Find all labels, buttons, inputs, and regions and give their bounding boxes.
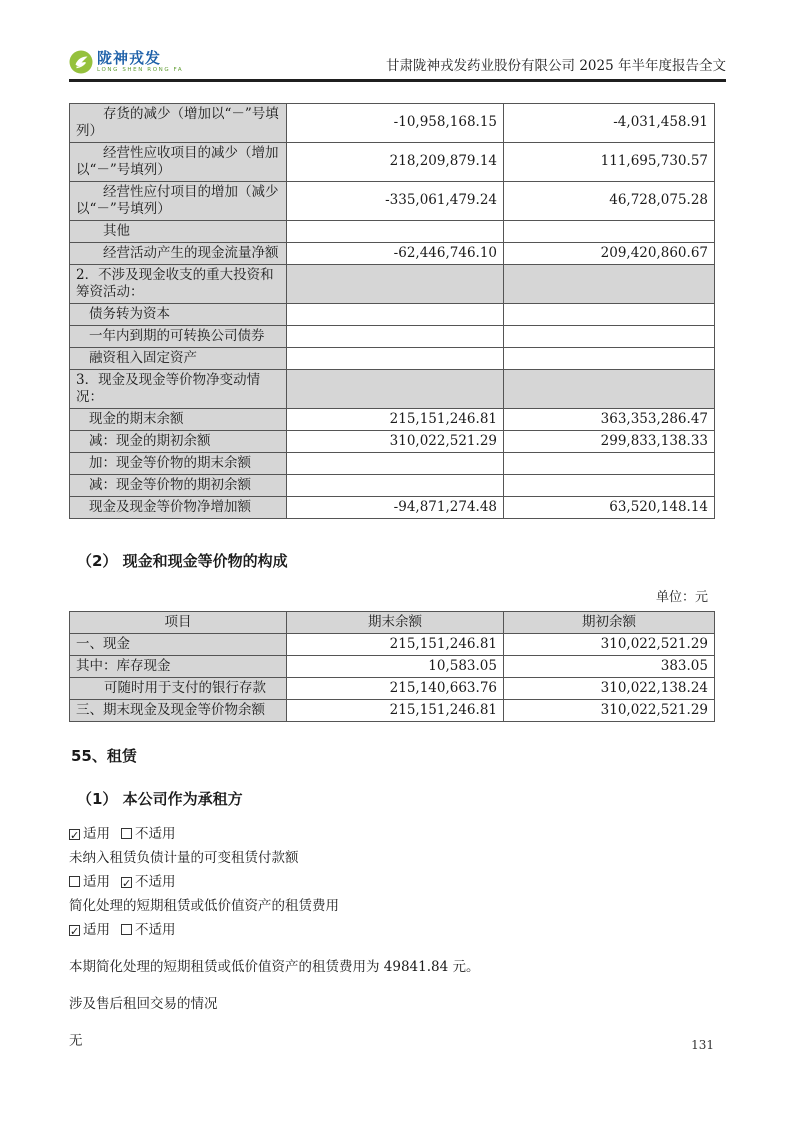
checkbox-label: 适用	[83, 921, 110, 938]
current-period-amount: 310,022,521.29	[287, 430, 504, 452]
logo-company-name-en: LONG SHEN RONG FA	[97, 66, 184, 73]
prior-period-amount: 63,520,148.14	[504, 496, 715, 518]
row-label: 现金的期末余额	[70, 408, 287, 430]
row-label: 其中：库存现金	[70, 655, 287, 677]
current-period-amount: 215,151,246.81	[287, 633, 504, 655]
table-row	[70, 264, 715, 303]
lease-text-line: 简化处理的短期租赁或低价值资产的租赁费用	[69, 897, 339, 914]
current-period-amount: 215,151,246.81	[287, 408, 504, 430]
applicability-line	[69, 826, 726, 843]
checkbox-label: 不适用	[135, 921, 176, 938]
table-row	[70, 181, 715, 220]
row-label: 减：现金等价物的期初余额	[70, 474, 287, 496]
lease-text-line: 无	[69, 1032, 83, 1049]
table-row	[70, 303, 715, 325]
cash-flow-supplement-table	[69, 103, 715, 519]
checkbox-label: 不适用	[135, 825, 176, 842]
current-period-amount	[287, 325, 504, 347]
row-label: 减：现金的期初余额	[70, 430, 287, 452]
checkbox-unchecked-icon	[69, 876, 80, 887]
checkbox-checked-icon: ✓	[70, 828, 80, 842]
table-row	[70, 452, 715, 474]
applicability-line	[69, 874, 726, 891]
current-period-amount: -94,871,274.48	[287, 496, 504, 518]
current-period-amount	[287, 474, 504, 496]
subsection-heading-lessee: （1） 本公司作为承租方	[77, 789, 243, 808]
table-row	[70, 142, 715, 181]
row-label: 经营活动产生的现金流量净额	[70, 242, 287, 264]
table-row	[70, 347, 715, 369]
prior-period-amount	[504, 220, 715, 242]
prior-period-amount: 46,728,075.28	[504, 181, 715, 220]
current-period-amount: -62,446,746.10	[287, 242, 504, 264]
lease-text-line: 本期简化处理的短期租赁或低价值资产的租赁费用为 49841.84 元。	[69, 958, 480, 975]
prior-period-amount: 363,353,286.47	[504, 408, 715, 430]
prior-period-amount: 299,833,138.33	[504, 430, 715, 452]
prior-period-amount: 209,420,860.67	[504, 242, 715, 264]
table-row	[70, 699, 715, 721]
prior-period-amount: 310,022,521.29	[504, 699, 715, 721]
checkbox-label: 不适用	[135, 873, 176, 890]
table-row	[70, 430, 715, 452]
current-period-amount: 215,140,663.76	[287, 677, 504, 699]
cash-composition-table	[69, 611, 715, 722]
row-label: 融资租入固定资产	[70, 347, 287, 369]
lease-text-line: 未纳入租赁负债计量的可变租赁付款额	[69, 849, 299, 866]
prior-period-amount	[504, 303, 715, 325]
logo-mark-icon	[69, 50, 93, 74]
header-divider	[69, 79, 726, 82]
section-heading-cash-composition: （2） 现金和现金等价物的构成	[77, 551, 288, 570]
lease-section-body	[69, 826, 726, 1050]
row-label: 加：现金等价物的期末余额	[70, 452, 287, 474]
table-row	[70, 633, 715, 655]
table-row	[70, 369, 715, 408]
row-label: 一年内到期的可转换公司债券	[70, 325, 287, 347]
table-row	[70, 655, 715, 677]
current-period-amount	[287, 220, 504, 242]
current-period-amount	[287, 264, 504, 303]
table-row	[70, 103, 715, 142]
prior-period-amount: 111,695,730.57	[504, 142, 715, 181]
applicability-option-checked	[69, 922, 110, 938]
checkbox-label: 适用	[83, 873, 110, 890]
report-title: 甘肃陇神戎发药业股份有限公司 2025 年半年度报告全文	[386, 58, 726, 74]
row-label: 现金及现金等价物净增加额	[70, 496, 287, 518]
table-row	[70, 474, 715, 496]
row-label: 2．不涉及现金收支的重大投资和筹资活动：	[70, 264, 287, 303]
applicability-option-unchecked	[121, 826, 176, 842]
checkbox-unchecked-icon	[121, 924, 132, 935]
checkbox-checked-icon: ✓	[70, 924, 80, 938]
logo-text	[97, 48, 184, 74]
unit-label: 单位：元	[655, 589, 708, 605]
row-label: 债务转为资本	[70, 303, 287, 325]
current-period-amount	[287, 452, 504, 474]
applicability-option-unchecked	[69, 874, 110, 890]
column-header: 期初余额	[504, 611, 715, 633]
company-logo	[69, 50, 183, 74]
current-period-amount: 10,583.05	[287, 655, 504, 677]
row-label: 经营性应付项目的增加（减少以“－”号填列）	[70, 181, 287, 220]
table-row	[70, 677, 715, 699]
prior-period-amount	[504, 474, 715, 496]
prior-period-amount	[504, 347, 715, 369]
row-label: 三、期末现金及现金等价物余额	[70, 699, 287, 721]
current-period-amount: -335,061,479.24	[287, 181, 504, 220]
page-header	[69, 46, 726, 74]
table-row	[70, 496, 715, 518]
current-period-amount: 215,151,246.81	[287, 699, 504, 721]
applicability-option-checked	[69, 826, 110, 842]
table-row	[70, 325, 715, 347]
prior-period-amount: -4,031,458.91	[504, 103, 715, 142]
checkbox-unchecked-icon	[121, 828, 132, 839]
applicability-line	[69, 922, 726, 939]
prior-period-amount	[504, 325, 715, 347]
row-label: 一、现金	[70, 633, 287, 655]
current-period-amount: -10,958,168.15	[287, 103, 504, 142]
section-heading-leases: 55、租赁	[71, 746, 137, 765]
page-number: 131	[691, 1038, 714, 1052]
table-header-row	[70, 611, 715, 633]
column-header: 项目	[70, 611, 287, 633]
column-header: 期末余额	[287, 611, 504, 633]
applicability-option-unchecked	[121, 922, 176, 938]
prior-period-amount	[504, 369, 715, 408]
prior-period-amount: 383.05	[504, 655, 715, 677]
checkbox-label: 适用	[83, 825, 110, 842]
row-label: 可随时用于支付的银行存款	[70, 677, 287, 699]
applicability-option-checked	[121, 874, 176, 890]
logo-company-name: 陇神戎发	[97, 48, 162, 67]
checkbox-checked-icon: ✓	[122, 876, 132, 890]
prior-period-amount	[504, 452, 715, 474]
row-label: 3．现金及现金等价物净变动情况：	[70, 369, 287, 408]
current-period-amount: 218,209,879.14	[287, 142, 504, 181]
prior-period-amount	[504, 264, 715, 303]
lease-text-line: 涉及售后租回交易的情况	[69, 995, 218, 1012]
row-label: 经营性应收项目的减少（增加以“－”号填列）	[70, 142, 287, 181]
table-row	[70, 242, 715, 264]
prior-period-amount: 310,022,138.24	[504, 677, 715, 699]
current-period-amount	[287, 303, 504, 325]
table-row	[70, 220, 715, 242]
row-label: 存货的减少（增加以“－”号填列）	[70, 103, 287, 142]
current-period-amount	[287, 347, 504, 369]
current-period-amount	[287, 369, 504, 408]
row-label: 其他	[70, 220, 287, 242]
prior-period-amount: 310,022,521.29	[504, 633, 715, 655]
table-row	[70, 408, 715, 430]
